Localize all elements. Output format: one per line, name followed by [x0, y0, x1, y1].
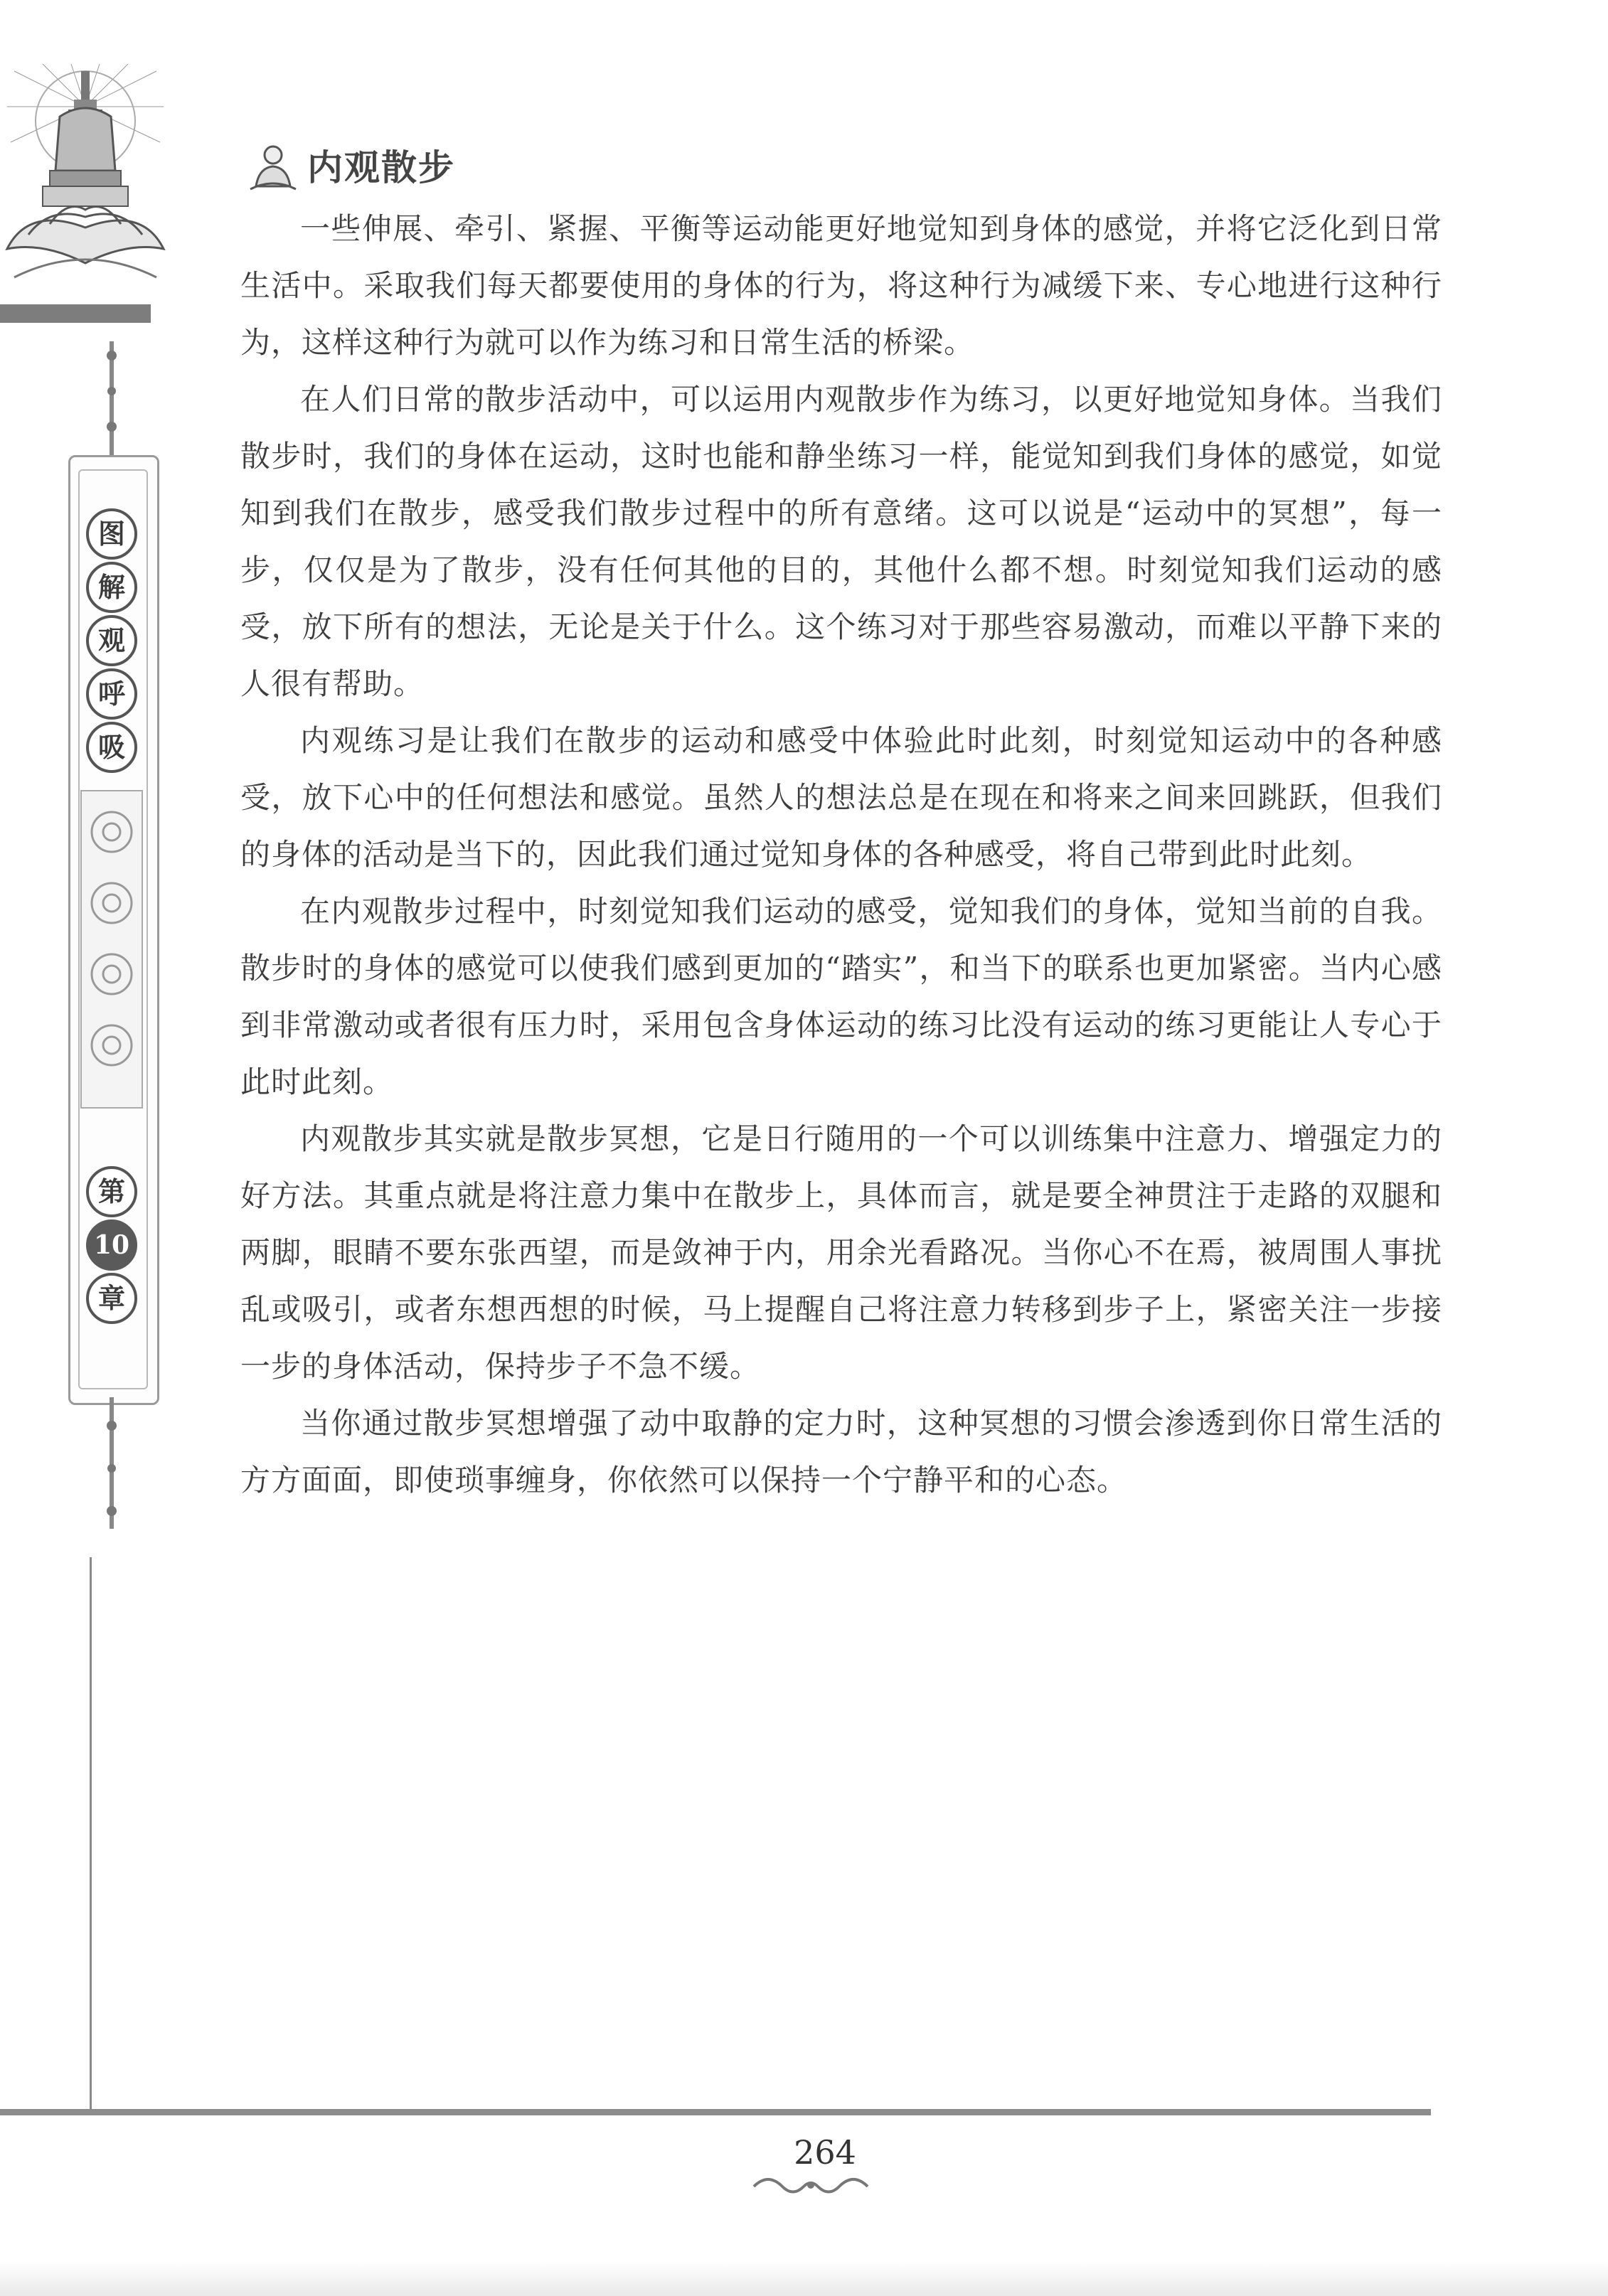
- stupa-lotus-icon: [0, 64, 171, 306]
- meditating-figure-icon: [249, 139, 297, 192]
- footer-swirl-ornament: [750, 2172, 871, 2201]
- paragraph-6: 当你通过散步冥想增强了动中取静的定力时，这种冥想的习惯会渗透到你日常生活的方方面面，即使琐事缠身，你依然可以保持一个宁静平和的心态。: [240, 1406, 1442, 1497]
- page-bottom-shade: [0, 2261, 1608, 2296]
- page-number: 264: [794, 2133, 856, 2172]
- scroll-rod-bottom: [107, 1397, 117, 1529]
- paragraph-4: 在内观散步过程中，时刻觉知我们运动的感受，觉知我们的身体，觉知当前的自我。散步时的身体的感觉可以使我们感到更加的“踏实”，和当下的联系也更加紧密。当内心感到非常激动或者很有压力时，采用包含身体运动的练习比没有运动的练习更能让人专心于此时此刻。: [240, 894, 1442, 1099]
- chapter-label-char: 第: [86, 1166, 137, 1217]
- chapter-suffix-char: 章: [86, 1273, 137, 1324]
- floral-ornament-panel: [80, 789, 144, 1109]
- paragraph-5: 内观散步其实就是散步冥想，它是日行随用的一个可以训练集中注意力、增强定力的好方法。其重点就是将注意力集中在散步上，具体而言，就是要全神贯注于走路的双腿和两脚，眼睛不要东张西望，而是敛神于内，用余光看路况。当你心不在焉，被周围人事扰乱或吸引，或者东想西想的时候，马上提醒自己将注意力转移到步子上，紧密关注一步接一步的身体活动，保持步子不急不缓。: [240, 1121, 1442, 1384]
- book-title-char-3: 观: [86, 615, 137, 666]
- paragraph-3: 内观练习是让我们在散步的运动和感受中体验此时此刻，时刻觉知运动中的各种感受，放下心中的任何想法和感觉。虽然人的想法总是在现在和将来之间来回跳跃，但我们的身体的活动是当下的，因此我们通过觉知身体的各种感受，将自己带到此时此刻。: [240, 723, 1442, 872]
- paragraph-1: 一些伸展、牵引、紧握、平衡等运动能更好地觉知到身体的感觉，并将它泛化到日常生活中。采取我们每天都要使用的身体的行为，将这种行为减缓下来、专心地进行这种行为，这样这种行为就可以作为练习和日常生活的桥梁。: [240, 211, 1442, 360]
- book-title-char-4: 呼: [86, 668, 137, 720]
- section-title: 内观散步: [307, 147, 455, 188]
- chapter-number: 10: [86, 1219, 137, 1271]
- body-text: [240, 201, 1442, 1509]
- paragraph-2: 在人们日常的散步活动中，可以运用内观散步作为练习，以更好地觉知身体。当我们散步时，我们的身体在运动，这时也能和静坐练习一样，能觉知到我们身体的感觉，如觉知到我们在散步，感受我们散步过程中的所有意绪。这可以说是“运动中的冥想”，每一步，仅仅是为了散步，没有任何其他的目的，其他什么都不想。时刻觉知我们运动的感受，放下所有的想法，无论是关于什么。这个练习对于那些容易激动，而难以平静下来的人很有帮助。: [240, 382, 1442, 701]
- header-bar: [0, 304, 151, 323]
- book-title-char-2: 解: [86, 562, 137, 613]
- book-title-char-1: 图: [86, 508, 137, 560]
- footer-rule: [0, 2109, 1431, 2115]
- scroll-rod-top: [107, 341, 117, 462]
- book-title-char-5: 吸: [86, 722, 137, 773]
- sidebar-vertical-line: [90, 1557, 92, 2112]
